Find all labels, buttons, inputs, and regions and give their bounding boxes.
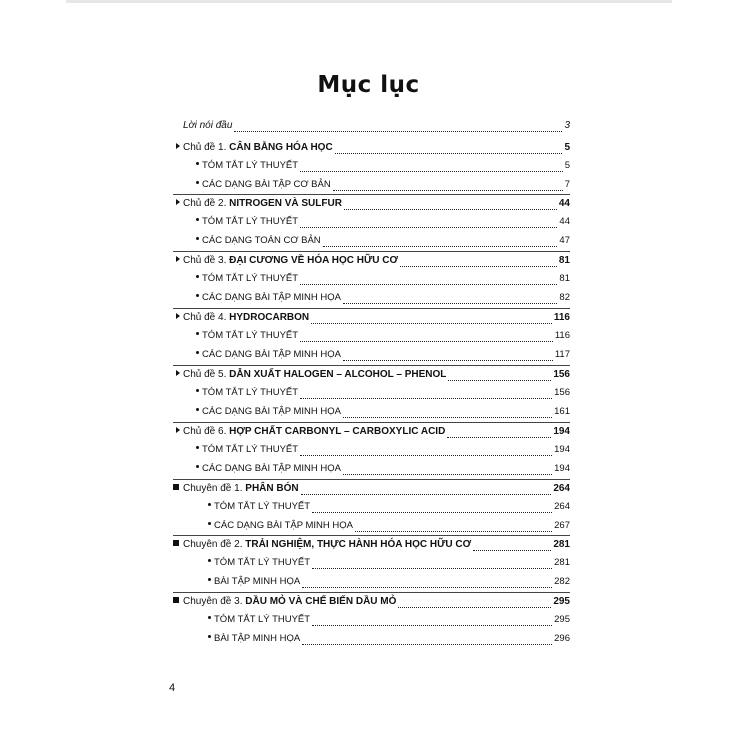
dot-leader xyxy=(473,542,551,551)
section-separator xyxy=(173,422,570,423)
toc-section-page: 81 xyxy=(558,255,570,266)
triangle-bullet-icon xyxy=(176,199,180,205)
toc-item-page: 282 xyxy=(554,576,570,587)
toc-section-label xyxy=(176,255,398,267)
toc-section-prefix: Chủ đề 3. xyxy=(183,255,227,266)
page-title: Mục lục xyxy=(317,72,420,98)
toc-item-label xyxy=(208,501,310,513)
toc-section-row[interactable] xyxy=(176,369,570,381)
toc-item-row[interactable] xyxy=(208,501,570,513)
toc-item-row[interactable] xyxy=(196,444,570,456)
toc-section-row[interactable] xyxy=(176,255,570,267)
toc-item-title: BÀI TẬP MINH HỌA xyxy=(214,633,301,644)
dot-leader xyxy=(335,145,563,154)
toc-section-title: CÂN BẰNG HÓA HỌC xyxy=(229,142,333,153)
toc-section-label xyxy=(173,483,299,495)
dot-leader xyxy=(448,372,551,381)
triangle-bullet-icon xyxy=(176,143,180,149)
toc-section-row[interactable] xyxy=(173,483,570,495)
dot-leader xyxy=(343,352,553,361)
dot-leader xyxy=(398,599,551,608)
dot-bullet-icon xyxy=(196,162,199,165)
dot-leader xyxy=(300,390,552,399)
dot-leader xyxy=(333,182,563,191)
toc-item-title: CÁC DẠNG BÀI TẬP MINH HỌA xyxy=(202,406,342,417)
toc-item-page: 156 xyxy=(554,387,570,398)
square-bullet-icon xyxy=(173,484,179,490)
toc-item-title: TÓM TẮT LÝ THUYẾT xyxy=(214,557,311,568)
toc-item-row[interactable] xyxy=(196,387,570,399)
dot-bullet-icon xyxy=(196,389,199,392)
dot-leader xyxy=(311,315,552,324)
toc-item-row[interactable] xyxy=(196,235,570,247)
dot-bullet-icon xyxy=(196,332,199,335)
toc-section-title: PHÂN BÓN xyxy=(245,483,299,494)
toc-section-prefix: Chủ đề 1. xyxy=(183,142,227,153)
toc-section-page: 264 xyxy=(553,483,570,494)
toc-item-title: TÓM TẮT LÝ THUYẾT xyxy=(202,160,299,171)
toc-intro-label: Lời nói đầu xyxy=(183,120,233,131)
toc-item-row[interactable] xyxy=(196,179,570,191)
dot-leader xyxy=(300,333,553,342)
dot-bullet-icon xyxy=(196,275,199,278)
dot-bullet-icon xyxy=(196,351,199,354)
toc-section-page: 5 xyxy=(564,142,570,153)
dot-leader xyxy=(300,219,557,228)
toc-item-row[interactable] xyxy=(196,160,570,172)
toc-item-title: TÓM TẮT LÝ THUYẾT xyxy=(214,614,311,625)
dot-leader xyxy=(343,295,557,304)
section-separator xyxy=(173,308,570,309)
toc-item-label xyxy=(196,292,341,304)
toc-item-label xyxy=(208,520,353,532)
toc-item-title: CÁC DẠNG BÀI TẬP CƠ BẢN xyxy=(202,179,331,190)
toc-item-label xyxy=(196,349,341,361)
dot-bullet-icon xyxy=(208,635,211,638)
toc-item-row[interactable] xyxy=(196,330,570,342)
section-separator xyxy=(173,251,570,252)
dot-leader xyxy=(312,560,552,569)
page-number: 4 xyxy=(169,682,176,694)
toc-section-title: HỢP CHẤT CARBONYL – CARBOXYLIC ACID xyxy=(229,426,446,437)
dot-leader xyxy=(400,258,557,267)
toc-section-row[interactable] xyxy=(176,312,570,324)
toc-item-label xyxy=(196,330,298,342)
toc-item-title: TÓM TẮT LÝ THUYẾT xyxy=(202,444,299,455)
toc-item-row[interactable] xyxy=(196,216,570,228)
toc-item-label xyxy=(196,444,298,456)
toc-section-page: 156 xyxy=(553,369,570,380)
toc-section-page: 44 xyxy=(558,198,570,209)
section-separator xyxy=(173,535,570,536)
dot-leader xyxy=(355,523,552,532)
toc-item-page: 161 xyxy=(554,406,570,417)
dot-leader xyxy=(300,447,552,456)
toc-item-row[interactable] xyxy=(196,406,570,418)
toc-section-page: 194 xyxy=(553,426,570,437)
toc-item-page: 296 xyxy=(554,633,570,644)
toc-item-label xyxy=(196,463,341,475)
toc-section-label xyxy=(176,142,333,154)
section-separator xyxy=(173,365,570,366)
toc-section-title: DẪN XUẤT HALOGEN – ALCOHOL – PHENOL xyxy=(229,369,447,380)
toc-section-row[interactable] xyxy=(176,142,570,154)
section-separator xyxy=(173,479,570,480)
toc-item-page: 295 xyxy=(554,614,570,625)
toc-item-page: 264 xyxy=(554,501,570,512)
section-separator xyxy=(173,592,570,593)
dot-bullet-icon xyxy=(208,616,211,619)
toc-item-label xyxy=(196,179,331,191)
triangle-bullet-icon xyxy=(176,256,180,262)
toc-section-title: TRẢI NGHIỆM, THỰC HÀNH HÓA HỌC HỮU CƠ xyxy=(245,539,472,550)
toc-item-row[interactable] xyxy=(196,273,570,285)
toc-item-label xyxy=(196,160,298,172)
toc-item-label xyxy=(196,235,321,247)
toc-section-prefix: Chuyên đề 2. xyxy=(183,539,243,550)
toc-item-row[interactable] xyxy=(208,520,570,532)
toc-item-title: CÁC DẠNG BÀI TẬP MINH HỌA xyxy=(202,349,342,360)
toc-section-label xyxy=(176,198,342,210)
square-bullet-icon xyxy=(173,540,179,546)
toc-item-page: 267 xyxy=(554,520,570,531)
toc-item-row[interactable] xyxy=(208,633,570,645)
toc-item-label xyxy=(196,387,298,399)
dot-bullet-icon xyxy=(208,503,211,506)
toc-item-title: TÓM TẮT LÝ THUYẾT xyxy=(202,273,299,284)
dot-leader xyxy=(343,466,552,475)
dot-bullet-icon xyxy=(196,465,199,468)
toc-item-row[interactable] xyxy=(208,614,570,626)
toc-intro-page: 3 xyxy=(564,120,570,131)
toc-section-title: HYDROCARBON xyxy=(229,312,310,323)
dot-leader xyxy=(447,429,551,438)
toc-item-page: 44 xyxy=(559,216,570,227)
toc-item-label xyxy=(208,614,310,626)
toc-item-row[interactable] xyxy=(196,292,570,304)
toc-item-page: 194 xyxy=(554,463,570,474)
toc-item-title: TÓM TẮT LÝ THUYẾT xyxy=(214,501,311,512)
dot-leader xyxy=(344,201,557,210)
section-separator xyxy=(173,194,570,195)
toc-item-title: TÓM TẮT LÝ THUYẾT xyxy=(202,216,299,227)
dot-leader xyxy=(323,238,558,247)
toc-item-row[interactable] xyxy=(196,349,570,361)
dot-bullet-icon xyxy=(208,559,211,562)
triangle-bullet-icon xyxy=(176,313,180,319)
toc-item-page: 194 xyxy=(554,444,570,455)
toc-section-page: 281 xyxy=(553,539,570,550)
toc-section-page: 116 xyxy=(553,312,570,323)
toc-item-page: 116 xyxy=(554,330,570,341)
toc-item-page: 82 xyxy=(559,292,570,303)
toc-item-row[interactable] xyxy=(208,557,570,569)
toc-section-prefix: Chủ đề 6. xyxy=(183,426,227,437)
toc-item-page: 5 xyxy=(564,160,570,171)
dot-bullet-icon xyxy=(208,522,211,525)
dot-bullet-icon xyxy=(208,578,211,581)
dot-leader xyxy=(300,163,563,172)
toc-item-row[interactable] xyxy=(196,463,570,475)
toc-section-prefix: Chuyên đề 3. xyxy=(183,596,243,607)
toc-section-row[interactable] xyxy=(173,539,570,551)
toc-item-title: CÁC DẠNG BÀI TẬP MINH HỌA xyxy=(202,463,342,474)
toc-section-row[interactable] xyxy=(176,426,570,438)
toc-item-page: 81 xyxy=(559,273,570,284)
dot-leader xyxy=(234,123,562,132)
toc-item-label xyxy=(196,273,298,285)
toc-item-label xyxy=(208,633,300,645)
toc-item-label xyxy=(196,216,298,228)
toc-item-title: CÁC DẠNG BÀI TẬP MINH HỌA xyxy=(202,292,342,303)
toc-item-label xyxy=(196,406,341,418)
toc-item-label xyxy=(208,576,300,588)
toc-section-title: NITROGEN VÀ SULFUR xyxy=(229,198,342,209)
toc-section-row[interactable] xyxy=(176,198,570,210)
dot-leader xyxy=(312,617,552,626)
toc-item-title: TÓM TẮT LÝ THUYẾT xyxy=(202,387,299,398)
toc-intro-row[interactable] xyxy=(183,120,570,132)
toc-item-page: 7 xyxy=(564,179,570,190)
toc-item-title: BÀI TẬP MINH HỌA xyxy=(214,576,301,587)
toc-item-page: 47 xyxy=(559,235,570,246)
toc-section-row[interactable] xyxy=(173,596,570,608)
toc-section-prefix: Chủ đề 2. xyxy=(183,198,227,209)
toc-section-title: ĐẠI CƯƠNG VỀ HÓA HỌC HỮU CƠ xyxy=(229,255,398,266)
dot-bullet-icon xyxy=(196,408,199,411)
toc-item-title: CÁC DẠNG BÀI TẬP MINH HỌA xyxy=(214,520,354,531)
dot-bullet-icon xyxy=(196,218,199,221)
toc-section-prefix: Chủ đề 5. xyxy=(183,369,227,380)
toc-item-page: 281 xyxy=(554,557,570,568)
dot-bullet-icon xyxy=(196,294,199,297)
dot-leader xyxy=(301,486,552,495)
toc-section-label xyxy=(173,596,396,608)
dot-leader xyxy=(312,504,552,513)
toc-section-title: DẦU MỎ VÀ CHẾ BIẾN DẦU MỎ xyxy=(245,596,397,607)
toc-section-prefix: Chuyên đề 1. xyxy=(183,483,243,494)
dot-bullet-icon xyxy=(196,446,199,449)
dot-leader xyxy=(302,579,552,588)
dot-leader xyxy=(300,276,557,285)
toc-item-label xyxy=(208,557,310,569)
dot-leader xyxy=(343,409,552,418)
triangle-bullet-icon xyxy=(176,370,180,376)
triangle-bullet-icon xyxy=(176,427,180,433)
dot-bullet-icon xyxy=(196,181,199,184)
dot-bullet-icon xyxy=(196,237,199,240)
toc-section-label xyxy=(176,426,445,438)
toc-section-label xyxy=(176,369,446,381)
toc-section-page: 295 xyxy=(553,596,570,607)
dot-leader xyxy=(302,636,552,645)
toc-item-row[interactable] xyxy=(208,576,570,588)
toc-section-prefix: Chủ đề 4. xyxy=(183,312,227,323)
toc-section-label xyxy=(173,539,471,551)
toc-section-label xyxy=(176,312,309,324)
toc-item-page: 117 xyxy=(554,349,570,360)
toc-item-title: CÁC DẠNG TOÁN CƠ BẢN xyxy=(202,235,321,246)
toc-item-title: TÓM TẮT LÝ THUYẾT xyxy=(202,330,299,341)
square-bullet-icon xyxy=(173,597,179,603)
